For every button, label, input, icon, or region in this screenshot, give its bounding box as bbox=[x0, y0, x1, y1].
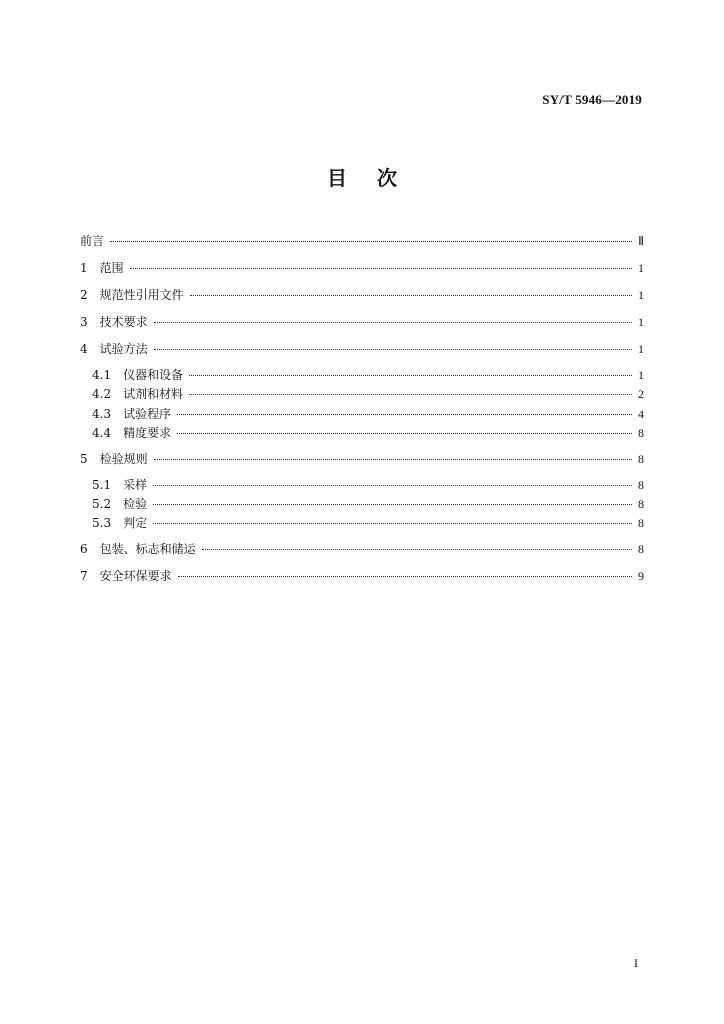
toc-entry-page: 1 bbox=[638, 368, 644, 382]
dot-leader bbox=[189, 393, 632, 395]
toc-entry-label: 技术要求 bbox=[99, 315, 148, 329]
toc-entry-6[interactable] bbox=[80, 540, 644, 558]
dot-leader bbox=[202, 548, 632, 550]
dot-leader bbox=[154, 348, 632, 350]
toc-entry-number: 4.2 bbox=[92, 387, 112, 401]
toc-entry-page: 1 bbox=[638, 315, 644, 329]
toc-entry-label: 规范性引用文件 bbox=[99, 288, 184, 302]
toc-entry-number: 5.3 bbox=[92, 516, 112, 530]
dot-leader bbox=[153, 522, 632, 524]
toc-entry-3[interactable] bbox=[80, 313, 644, 331]
toc-entry-number: 1 bbox=[80, 261, 88, 275]
dot-leader bbox=[189, 374, 632, 376]
toc-entry-page: 8 bbox=[638, 478, 644, 492]
toc-entry-number: 4.1 bbox=[92, 368, 112, 382]
toc-entry-page: Ⅱ bbox=[638, 234, 644, 248]
toc-entry-page: 8 bbox=[638, 497, 644, 511]
dot-leader bbox=[178, 575, 632, 577]
dot-leader bbox=[154, 458, 632, 460]
toc-entry-4-4[interactable] bbox=[92, 424, 644, 442]
toc-entry-label: 检验 bbox=[123, 497, 148, 511]
page-number: I bbox=[634, 956, 638, 970]
toc-entry-number: 3 bbox=[80, 315, 88, 329]
toc-entry-label: 仪器和设备 bbox=[123, 368, 184, 382]
toc-entry-1[interactable] bbox=[80, 259, 644, 277]
toc-entry-page: 8 bbox=[638, 516, 644, 530]
toc-entry-5-3[interactable] bbox=[92, 514, 644, 532]
dot-leader bbox=[154, 321, 632, 323]
toc-entry-page: 9 bbox=[638, 569, 644, 583]
toc-entry-4-2[interactable] bbox=[92, 385, 644, 403]
toc-entry-5[interactable] bbox=[80, 450, 644, 468]
toc-entry-page: 8 bbox=[638, 452, 644, 466]
toc-entry-number: 5.1 bbox=[92, 478, 112, 492]
toc-entry-label: 包装、标志和储运 bbox=[99, 542, 196, 556]
toc-entry-7[interactable] bbox=[80, 567, 644, 585]
toc-entry-number: 2 bbox=[80, 288, 88, 302]
dot-leader bbox=[110, 240, 632, 242]
toc-entry-number: 5.2 bbox=[92, 497, 112, 511]
toc-entry-number: 4.4 bbox=[92, 426, 112, 440]
toc-entry-page: 1 bbox=[638, 342, 644, 356]
toc-entry-number: 6 bbox=[80, 542, 88, 556]
toc-entry-preface[interactable] bbox=[80, 232, 644, 250]
toc-entry-number: 7 bbox=[80, 569, 88, 583]
toc-entry-5-1[interactable] bbox=[92, 476, 644, 494]
toc-entry-2[interactable] bbox=[80, 286, 644, 304]
toc-entry-label: 检验规则 bbox=[99, 452, 148, 466]
toc-entry-page: 1 bbox=[638, 261, 644, 275]
toc-entry-label: 前言 bbox=[80, 234, 105, 248]
page-title: 目次 bbox=[327, 166, 427, 190]
toc-entry-page: 1 bbox=[638, 288, 644, 302]
toc-entry-page: 2 bbox=[638, 387, 644, 401]
toc-entry-label: 安全环保要求 bbox=[99, 569, 172, 583]
dot-leader bbox=[190, 294, 632, 296]
toc-entry-label: 试验方法 bbox=[99, 342, 148, 356]
dot-leader bbox=[177, 413, 632, 415]
toc-entry-4-1[interactable] bbox=[92, 366, 644, 384]
toc-entry-label: 判定 bbox=[123, 516, 148, 530]
dot-leader bbox=[153, 484, 632, 486]
toc-entry-label: 试剂和材料 bbox=[123, 387, 184, 401]
toc-entry-label: 试验程序 bbox=[123, 407, 172, 421]
toc-entry-4[interactable] bbox=[80, 340, 644, 358]
dot-leader bbox=[153, 503, 632, 505]
toc-entry-4-3[interactable] bbox=[92, 405, 644, 423]
toc-entry-label: 精度要求 bbox=[123, 426, 172, 440]
toc-entry-page: 8 bbox=[638, 426, 644, 440]
dot-leader bbox=[177, 432, 632, 434]
toc-entry-5-2[interactable] bbox=[92, 495, 644, 513]
dot-leader bbox=[130, 267, 632, 269]
toc-entry-page: 4 bbox=[638, 407, 644, 421]
toc-entry-number: 5 bbox=[80, 452, 88, 466]
toc-entry-number: 4 bbox=[80, 342, 88, 356]
document-number: SY/T 5946—2019 bbox=[542, 92, 642, 107]
toc-entry-number: 4.3 bbox=[92, 407, 112, 421]
toc-entry-page: 8 bbox=[638, 542, 644, 556]
toc-entry-label: 采样 bbox=[123, 478, 148, 492]
toc-entry-label: 范围 bbox=[99, 261, 124, 275]
